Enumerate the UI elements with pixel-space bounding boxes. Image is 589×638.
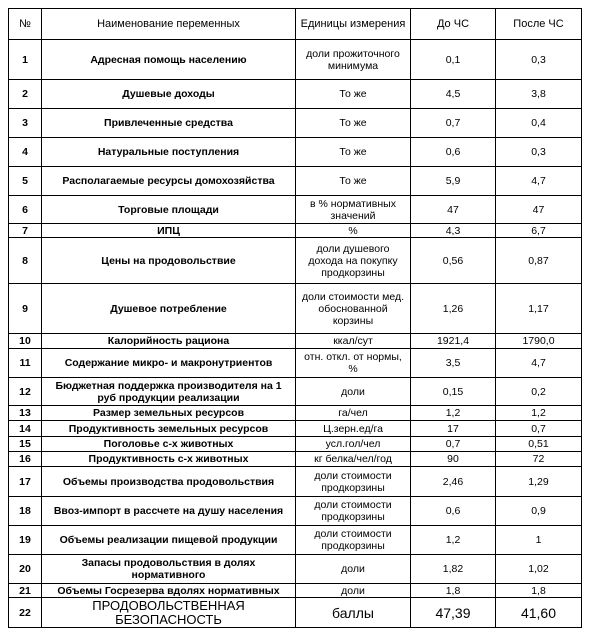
row-after: 1,29 bbox=[496, 467, 582, 497]
table-row bbox=[9, 467, 582, 497]
row-name: Привлеченные средства bbox=[42, 109, 296, 138]
table-row bbox=[9, 497, 582, 526]
table-row bbox=[9, 452, 582, 467]
row-unit: То же bbox=[296, 138, 411, 167]
row-name: Торговые площади bbox=[42, 196, 296, 224]
row-name: Поголовье с-х животных bbox=[42, 437, 296, 452]
row-unit: доли стоимости мед. обоснованной корзины bbox=[296, 284, 411, 334]
row-after: 1,17 bbox=[496, 284, 582, 334]
row-after: 3,8 bbox=[496, 80, 582, 109]
row-after: 0,3 bbox=[496, 138, 582, 167]
row-unit: доли bbox=[296, 378, 411, 406]
table-row bbox=[9, 598, 582, 628]
row-name: Адресная помощь населению bbox=[42, 40, 296, 80]
row-num: 19 bbox=[9, 526, 42, 555]
row-after: 1,8 bbox=[496, 584, 582, 598]
row-before: 1921,4 bbox=[411, 334, 496, 349]
table-row bbox=[9, 349, 582, 378]
row-name: ИПЦ bbox=[42, 224, 296, 238]
table-row bbox=[9, 224, 582, 238]
row-num: 12 bbox=[9, 378, 42, 406]
table-row bbox=[9, 238, 582, 284]
table-body bbox=[9, 40, 582, 628]
row-unit: ккал/сут bbox=[296, 334, 411, 349]
row-before: 47 bbox=[411, 196, 496, 224]
header-name: Наименование переменных bbox=[42, 9, 296, 40]
row-before: 0,6 bbox=[411, 138, 496, 167]
table-row bbox=[9, 378, 582, 406]
row-before: 47,39 bbox=[411, 598, 496, 628]
row-name: Объемы Госрезерва вдолях нормативных bbox=[42, 584, 296, 598]
table-row bbox=[9, 526, 582, 555]
row-after: 0,9 bbox=[496, 497, 582, 526]
table-row bbox=[9, 406, 582, 421]
row-num: 10 bbox=[9, 334, 42, 349]
table-row bbox=[9, 555, 582, 584]
row-name: Калорийность рациона bbox=[42, 334, 296, 349]
row-unit: доли bbox=[296, 584, 411, 598]
row-after: 0,2 bbox=[496, 378, 582, 406]
row-after: 1,2 bbox=[496, 406, 582, 421]
row-after: 0,51 bbox=[496, 437, 582, 452]
row-before: 3,5 bbox=[411, 349, 496, 378]
row-num: 3 bbox=[9, 109, 42, 138]
row-unit: доли душевого дохода на покупку продкорзины bbox=[296, 238, 411, 284]
row-before: 5,9 bbox=[411, 167, 496, 196]
row-unit: доли стоимости продкорзины bbox=[296, 467, 411, 497]
row-before: 1,2 bbox=[411, 406, 496, 421]
row-num: 11 bbox=[9, 349, 42, 378]
table-row bbox=[9, 584, 582, 598]
row-before: 0,6 bbox=[411, 497, 496, 526]
row-before: 1,26 bbox=[411, 284, 496, 334]
row-name: Объемы реализации пищевой продукции bbox=[42, 526, 296, 555]
header-before: До ЧС bbox=[411, 9, 496, 40]
row-num: 8 bbox=[9, 238, 42, 284]
row-before: 0,56 bbox=[411, 238, 496, 284]
row-num: 1 bbox=[9, 40, 42, 80]
row-before: 0,15 bbox=[411, 378, 496, 406]
row-num: 16 bbox=[9, 452, 42, 467]
row-num: 14 bbox=[9, 421, 42, 437]
table-row bbox=[9, 421, 582, 437]
row-before: 1,2 bbox=[411, 526, 496, 555]
header-unit: Единицы измерения bbox=[296, 9, 411, 40]
row-name: Продуктивность с-х животных bbox=[42, 452, 296, 467]
row-num: 18 bbox=[9, 497, 42, 526]
row-num: 9 bbox=[9, 284, 42, 334]
row-unit: доли прожиточного минимума bbox=[296, 40, 411, 80]
table-row bbox=[9, 334, 582, 349]
row-unit: отн. откл. от нормы, % bbox=[296, 349, 411, 378]
table-row bbox=[9, 437, 582, 452]
document bbox=[8, 8, 581, 628]
row-after: 4,7 bbox=[496, 167, 582, 196]
row-before: 17 bbox=[411, 421, 496, 437]
row-num: 7 bbox=[9, 224, 42, 238]
row-after: 41,60 bbox=[496, 598, 582, 628]
row-unit: доли стоимости продкорзины bbox=[296, 526, 411, 555]
row-name: Душевое потребление bbox=[42, 284, 296, 334]
row-before: 0,7 bbox=[411, 437, 496, 452]
row-unit: То же bbox=[296, 167, 411, 196]
row-num: 22 bbox=[9, 598, 42, 628]
row-name: Продуктивность земельных ресурсов bbox=[42, 421, 296, 437]
row-num: 5 bbox=[9, 167, 42, 196]
row-unit: усл.гол/чел bbox=[296, 437, 411, 452]
table-row bbox=[9, 40, 582, 80]
row-name: Душевые доходы bbox=[42, 80, 296, 109]
header-after: После ЧС bbox=[496, 9, 582, 40]
row-unit: в % нормативных значений bbox=[296, 196, 411, 224]
row-num: 20 bbox=[9, 555, 42, 584]
row-name: Бюджетная поддержка производителя на 1 руб продукции реализации bbox=[42, 378, 296, 406]
row-after: 47 bbox=[496, 196, 582, 224]
row-after: 0,3 bbox=[496, 40, 582, 80]
row-unit: То же bbox=[296, 80, 411, 109]
row-after: 0,4 bbox=[496, 109, 582, 138]
row-num: 21 bbox=[9, 584, 42, 598]
row-after: 4,7 bbox=[496, 349, 582, 378]
row-num: 13 bbox=[9, 406, 42, 421]
header-num: № bbox=[9, 9, 42, 40]
row-after: 6,7 bbox=[496, 224, 582, 238]
row-num: 4 bbox=[9, 138, 42, 167]
row-before: 2,46 bbox=[411, 467, 496, 497]
row-name: Содержание микро- и макронутриентов bbox=[42, 349, 296, 378]
row-unit: га/чел bbox=[296, 406, 411, 421]
row-unit: доли стоимости продкорзины bbox=[296, 497, 411, 526]
row-before: 0,1 bbox=[411, 40, 496, 80]
row-before: 4,5 bbox=[411, 80, 496, 109]
row-num: 15 bbox=[9, 437, 42, 452]
row-name: Цены на продовольствие bbox=[42, 238, 296, 284]
row-after: 0,7 bbox=[496, 421, 582, 437]
row-after: 0,87 bbox=[496, 238, 582, 284]
row-before: 4,3 bbox=[411, 224, 496, 238]
row-unit: % bbox=[296, 224, 411, 238]
table-row bbox=[9, 284, 582, 334]
row-name: Запасы продовольствия в долях нормативного bbox=[42, 555, 296, 584]
row-after: 1790,0 bbox=[496, 334, 582, 349]
row-before: 1,8 bbox=[411, 584, 496, 598]
row-before: 90 bbox=[411, 452, 496, 467]
table-row bbox=[9, 80, 582, 109]
row-unit: кг белка/чел/год bbox=[296, 452, 411, 467]
indicator-table bbox=[8, 8, 582, 628]
table-header-row bbox=[9, 9, 582, 40]
row-name: ПРОДОВОЛЬСТВЕННАЯ БЕЗОПАСНОСТЬ bbox=[42, 598, 296, 628]
row-before: 1,82 bbox=[411, 555, 496, 584]
row-num: 17 bbox=[9, 467, 42, 497]
table-row bbox=[9, 138, 582, 167]
row-unit: То же bbox=[296, 109, 411, 138]
row-unit: баллы bbox=[296, 598, 411, 628]
table-row bbox=[9, 196, 582, 224]
row-before: 0,7 bbox=[411, 109, 496, 138]
row-unit: Ц.зерн.ед/га bbox=[296, 421, 411, 437]
row-after: 1,02 bbox=[496, 555, 582, 584]
table-row bbox=[9, 167, 582, 196]
table-row bbox=[9, 109, 582, 138]
row-unit: доли bbox=[296, 555, 411, 584]
row-name: Объемы производства продовольствия bbox=[42, 467, 296, 497]
row-after: 1 bbox=[496, 526, 582, 555]
row-after: 72 bbox=[496, 452, 582, 467]
row-name: Натуральные поступления bbox=[42, 138, 296, 167]
row-name: Располагаемые ресурсы домохозяйства bbox=[42, 167, 296, 196]
row-name: Размер земельных ресурсов bbox=[42, 406, 296, 421]
row-num: 6 bbox=[9, 196, 42, 224]
row-num: 2 bbox=[9, 80, 42, 109]
row-name: Ввоз-импорт в рассчете на душу населения bbox=[42, 497, 296, 526]
